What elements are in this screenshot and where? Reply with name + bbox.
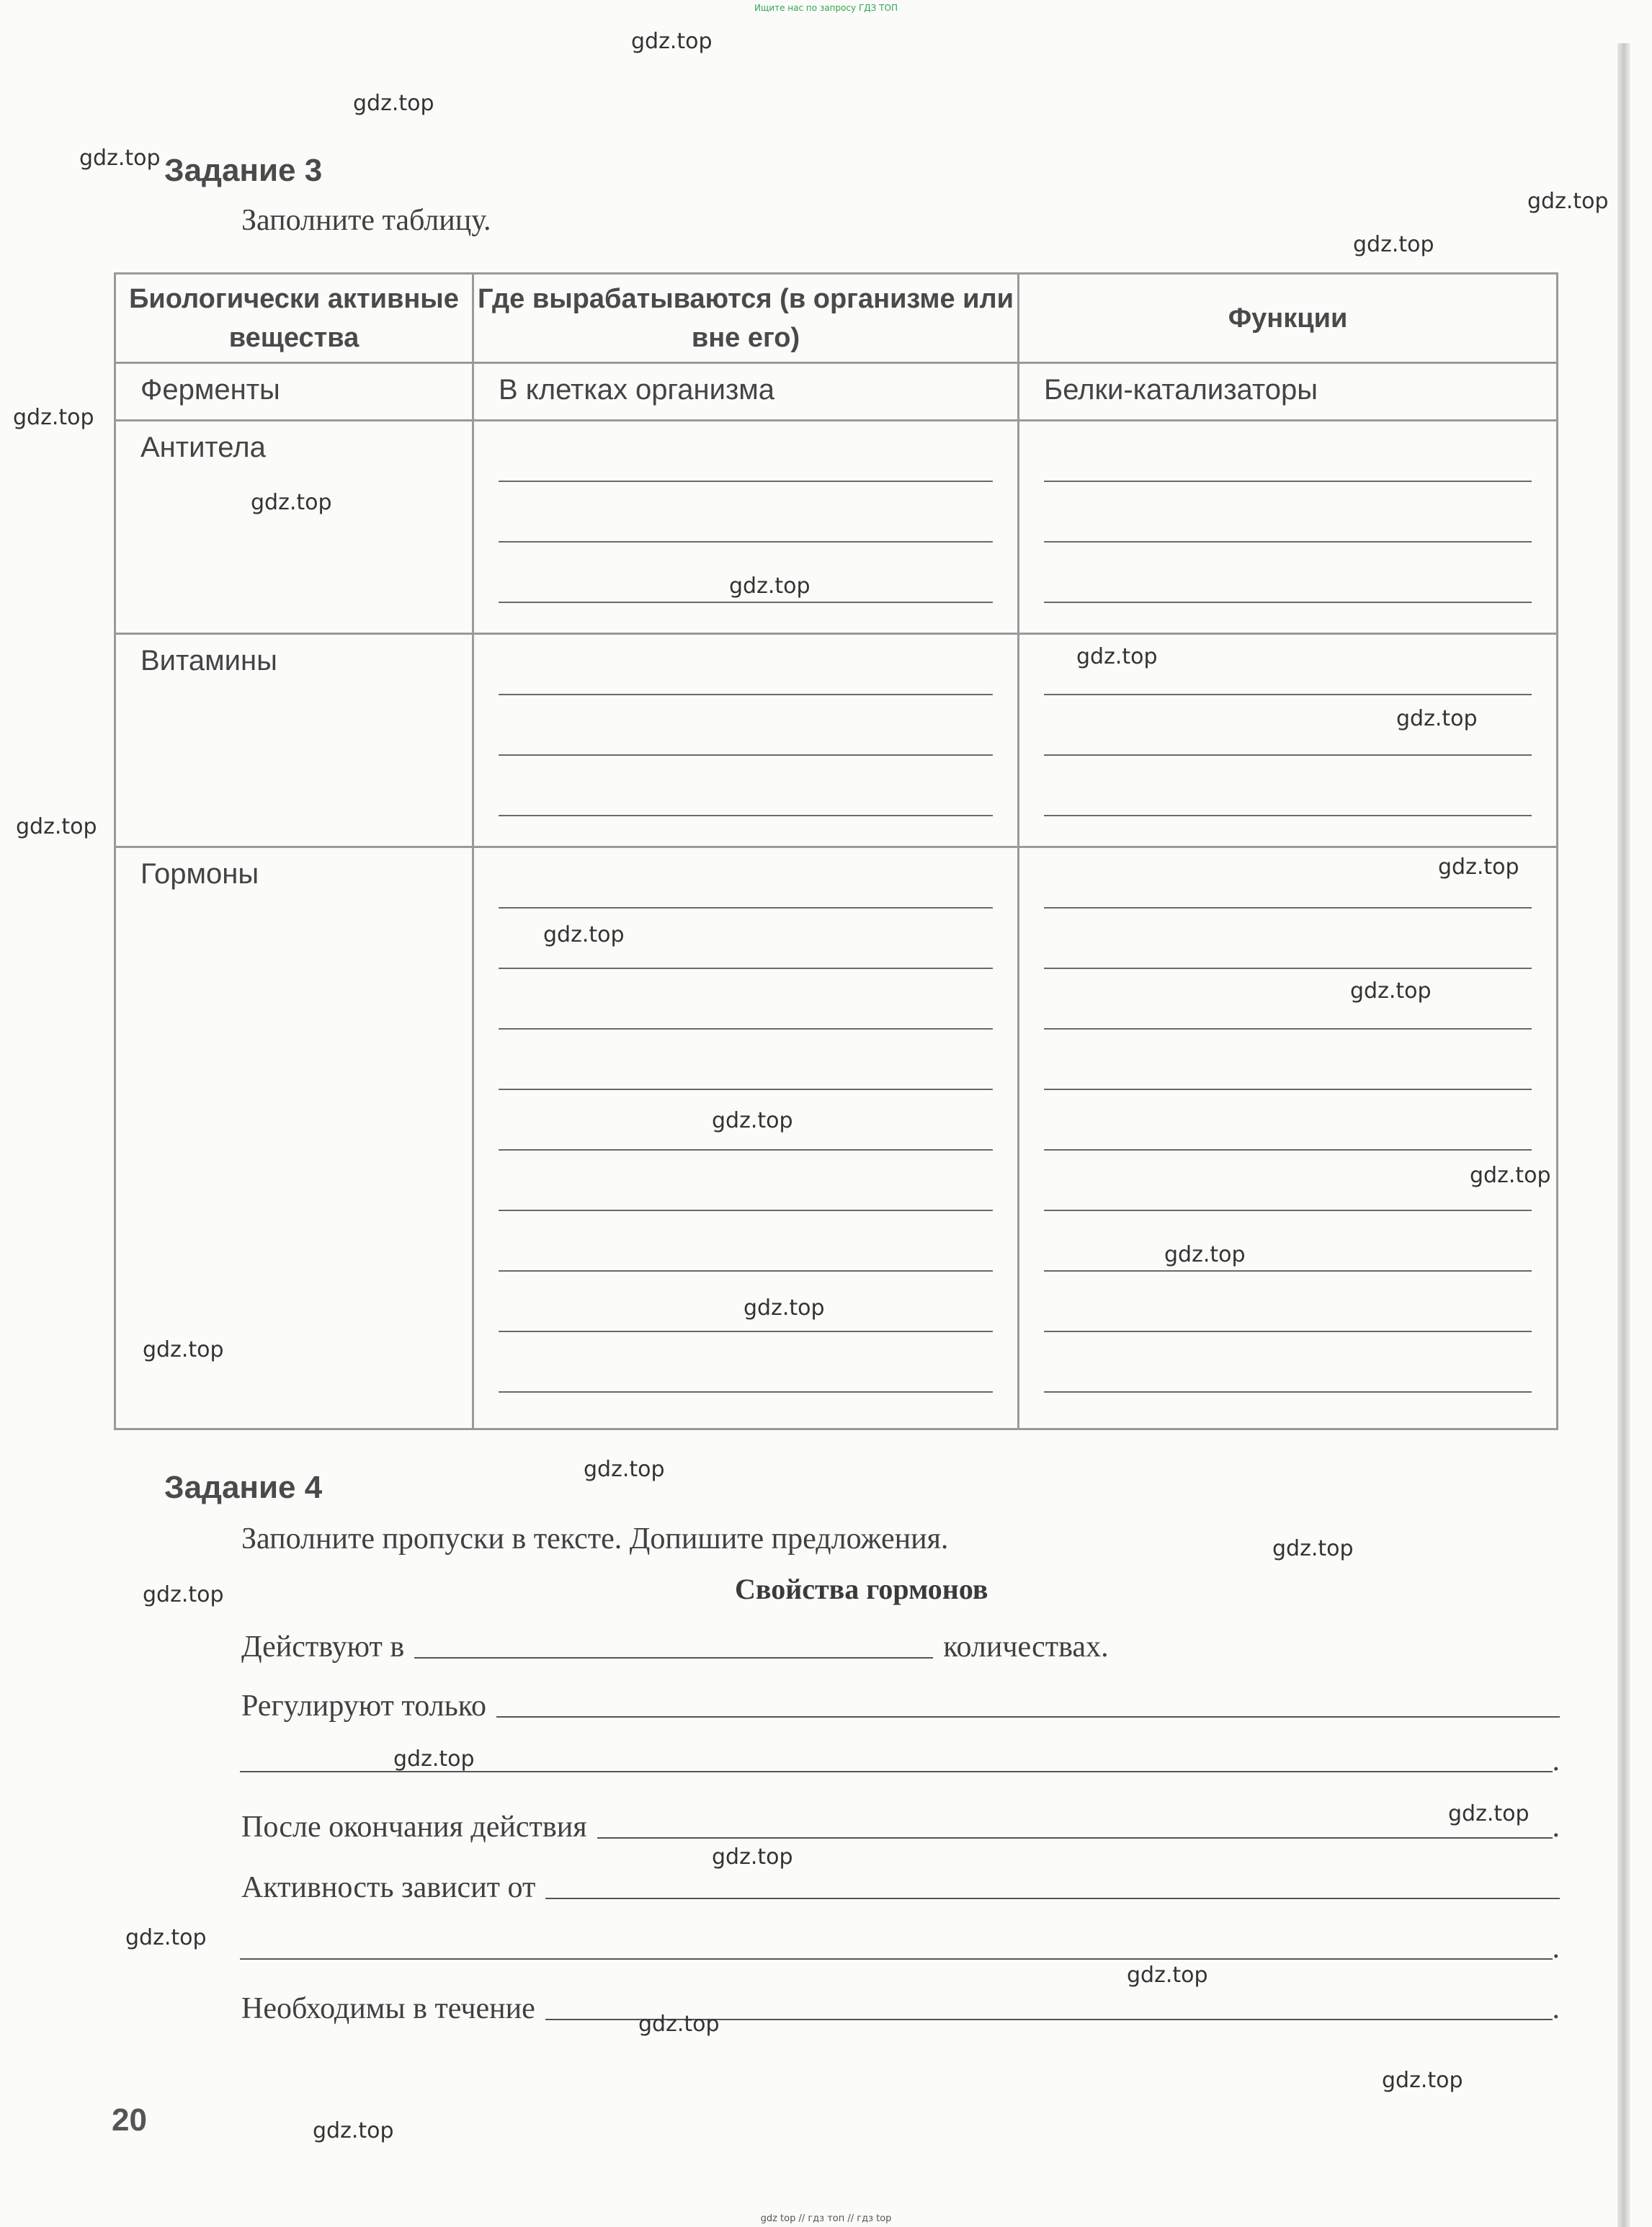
substance-label: Антитела bbox=[140, 432, 266, 463]
period: . bbox=[1552, 1744, 1560, 1777]
watermark: gdz.top bbox=[1127, 1963, 1208, 1988]
watermark: gdz.top bbox=[1438, 854, 1519, 880]
answer-lines[interactable] bbox=[1019, 421, 1556, 603]
watermark: gdz.top bbox=[353, 91, 434, 116]
substance-label: Витамины bbox=[140, 645, 277, 677]
line3-label: После окончания действия bbox=[241, 1811, 587, 1844]
header-substances: Биологически активные вещества bbox=[115, 274, 473, 363]
fill-row-4 bbox=[241, 1870, 1560, 1905]
watermark: gdz.top bbox=[16, 814, 97, 839]
task4-subtitle: Свойства гормонов bbox=[735, 1573, 988, 1605]
cell-substance bbox=[115, 363, 473, 421]
top-note: Ищите нас по запросу ГДЗ ТОП bbox=[754, 3, 898, 13]
watermark: gdz.top bbox=[313, 2118, 394, 2143]
cell-where bbox=[473, 363, 1019, 421]
task4-title: Задание 4 bbox=[164, 1470, 323, 1505]
watermark: gdz.top bbox=[1527, 189, 1609, 214]
line2-label: Регулируют только bbox=[241, 1690, 487, 1723]
fill-row-5 bbox=[241, 1991, 1560, 2026]
period: . bbox=[1552, 1992, 1560, 2025]
header-where: Где вырабатываются (в организме или вне его) bbox=[473, 274, 1019, 363]
task3-title: Задание 3 bbox=[164, 153, 323, 188]
watermark: gdz.top bbox=[1353, 232, 1434, 257]
page-edge bbox=[1617, 43, 1630, 2227]
blank-line[interactable] bbox=[545, 1898, 1560, 1899]
fill-row-4b bbox=[240, 1931, 1560, 1965]
function-text: Белки-катализаторы bbox=[1044, 374, 1318, 406]
cell-where[interactable] bbox=[473, 634, 1019, 847]
bottom-note: gdz top // гдз топ // гдз top bbox=[760, 2213, 892, 2224]
substance-label: Ферменты bbox=[140, 374, 280, 406]
answer-lines[interactable] bbox=[1019, 848, 1556, 1393]
watermark: gdz.top bbox=[638, 2012, 720, 2037]
header-functions: Функции bbox=[1019, 274, 1558, 363]
blank-line[interactable] bbox=[414, 1657, 933, 1659]
line1-before: Действуют в bbox=[241, 1630, 405, 1664]
page-number: 20 bbox=[112, 2102, 147, 2138]
line5-label: Необходимы в течение bbox=[241, 1992, 535, 2025]
table-header-row bbox=[115, 274, 1558, 363]
watermark: gdz.top bbox=[1470, 1163, 1551, 1188]
cell-function bbox=[1019, 363, 1558, 421]
watermark: gdz.top bbox=[1396, 706, 1478, 731]
task3-instruction: Заполните таблицу. bbox=[241, 204, 491, 237]
cell-function[interactable] bbox=[1019, 847, 1558, 1429]
watermark: gdz.top bbox=[1350, 978, 1432, 1004]
answer-lines[interactable] bbox=[474, 635, 1017, 816]
substance-label: Гормоны bbox=[140, 858, 259, 890]
cell-substance bbox=[115, 634, 473, 847]
watermark: gdz.top bbox=[1448, 1801, 1530, 1826]
watermark: gdz.top bbox=[584, 1457, 665, 1482]
watermark: gdz.top bbox=[143, 1582, 224, 1607]
table-row bbox=[115, 847, 1558, 1429]
task3-table bbox=[114, 272, 1558, 1430]
task4-instruction: Заполните пропуски в тексте. Допишите предложения. bbox=[241, 1522, 949, 1556]
fill-row-1 bbox=[241, 1630, 1560, 1664]
line1-after: количествах. bbox=[943, 1630, 1109, 1664]
watermark: gdz.top bbox=[251, 490, 332, 515]
watermark: gdz.top bbox=[729, 574, 811, 599]
table-row bbox=[115, 421, 1558, 634]
period: . bbox=[1552, 1932, 1560, 1965]
watermark: gdz.top bbox=[393, 1746, 475, 1772]
watermark: gdz.top bbox=[1272, 1536, 1354, 1561]
watermark: gdz.top bbox=[543, 922, 625, 947]
table-row bbox=[115, 363, 1558, 421]
watermark: gdz.top bbox=[1382, 2068, 1463, 2093]
watermark: gdz.top bbox=[79, 146, 161, 171]
watermark: gdz.top bbox=[744, 1295, 825, 1321]
watermark: gdz.top bbox=[13, 405, 94, 430]
fill-row-3 bbox=[241, 1810, 1560, 1844]
watermark: gdz.top bbox=[712, 1108, 793, 1133]
line4-label: Активность зависит от bbox=[241, 1871, 536, 1904]
cell-where[interactable] bbox=[473, 421, 1019, 634]
watermark: gdz.top bbox=[712, 1844, 793, 1870]
watermark: gdz.top bbox=[125, 1925, 207, 1950]
blank-line[interactable] bbox=[240, 1958, 1553, 1960]
period: . bbox=[1552, 1811, 1560, 1844]
watermark: gdz.top bbox=[631, 29, 713, 54]
where-text: В клетках организма bbox=[499, 374, 775, 406]
cell-function[interactable] bbox=[1019, 421, 1558, 634]
cell-substance bbox=[115, 421, 473, 634]
watermark: gdz.top bbox=[1076, 644, 1158, 669]
watermark: gdz.top bbox=[143, 1337, 224, 1362]
blank-line[interactable] bbox=[496, 1716, 1560, 1718]
table-row bbox=[115, 634, 1558, 847]
blank-line[interactable] bbox=[597, 1837, 1553, 1839]
fill-row-2 bbox=[241, 1689, 1560, 1723]
watermark: gdz.top bbox=[1164, 1242, 1246, 1267]
